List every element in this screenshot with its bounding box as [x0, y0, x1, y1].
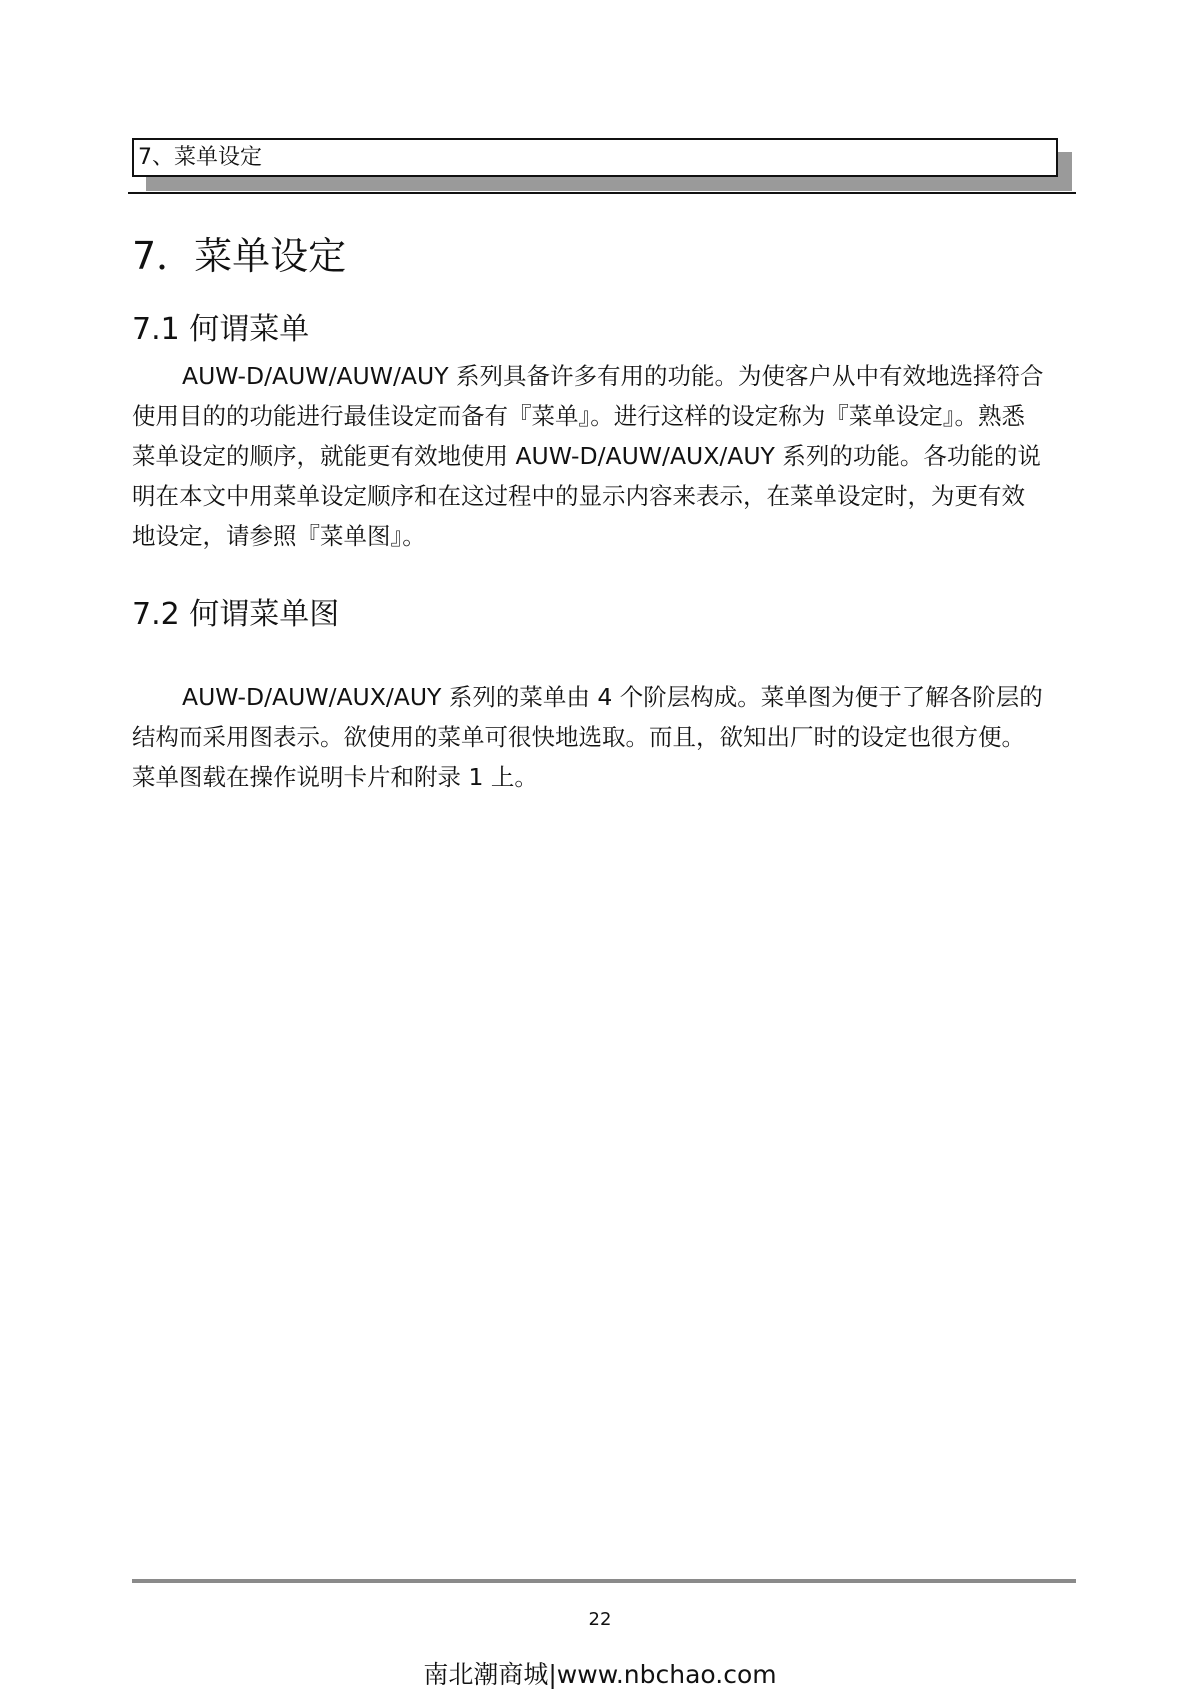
- running-header-title: 7、菜单设定: [138, 145, 262, 170]
- site-watermark: 南北潮商城|www.nbchao.com: [423, 1660, 777, 1689]
- section-7-2-paragraph: [132, 677, 1072, 797]
- paragraph-line: AUW-D/AUW/AUX/AUY 系列的菜单由 4 个阶层构成。菜单图为便于了解各阶层的: [182, 683, 1043, 711]
- section-title-7-2: 7.2 何谓菜单图: [132, 597, 340, 632]
- paragraph-line: 结构而采用图表示。欲使用的菜单可很快地选取。而且，欲知出厂时的设定也很方便。: [132, 723, 1025, 751]
- paragraph-line: AUW-D/AUW/AUW/AUY 系列具备许多有用的功能。为使客户从中有效地选择符合: [182, 362, 1044, 390]
- running-header: [132, 138, 1058, 177]
- paragraph-line: 菜单设定的顺序，就能更有效地使用 AUW-D/AUW/AUX/AUY 系列的功能。各功能的说: [132, 442, 1041, 470]
- section-title-7-1: 7.1 何谓菜单: [132, 312, 310, 347]
- chapter-title: 7．菜单设定: [132, 234, 347, 278]
- paragraph-line: 地设定，请参照『菜单图』。: [132, 522, 426, 550]
- running-header-box: [132, 138, 1058, 177]
- section-7-1-paragraph: [132, 356, 1072, 556]
- paragraph-line: 菜单图载在操作说明卡片和附录 1 上。: [132, 763, 538, 791]
- page-number: 22: [588, 1609, 612, 1630]
- paragraph-line: 明在本文中用菜单设定顺序和在这过程中的显示内容来表示，在菜单设定时，为更有效: [132, 482, 1025, 510]
- footer-divider: [132, 1579, 1076, 1583]
- paragraph-line: 使用目的的功能进行最佳设定而备有『菜单』。进行这样的设定称为『菜单设定』。熟悉: [132, 402, 1025, 430]
- header-divider: [128, 192, 1076, 194]
